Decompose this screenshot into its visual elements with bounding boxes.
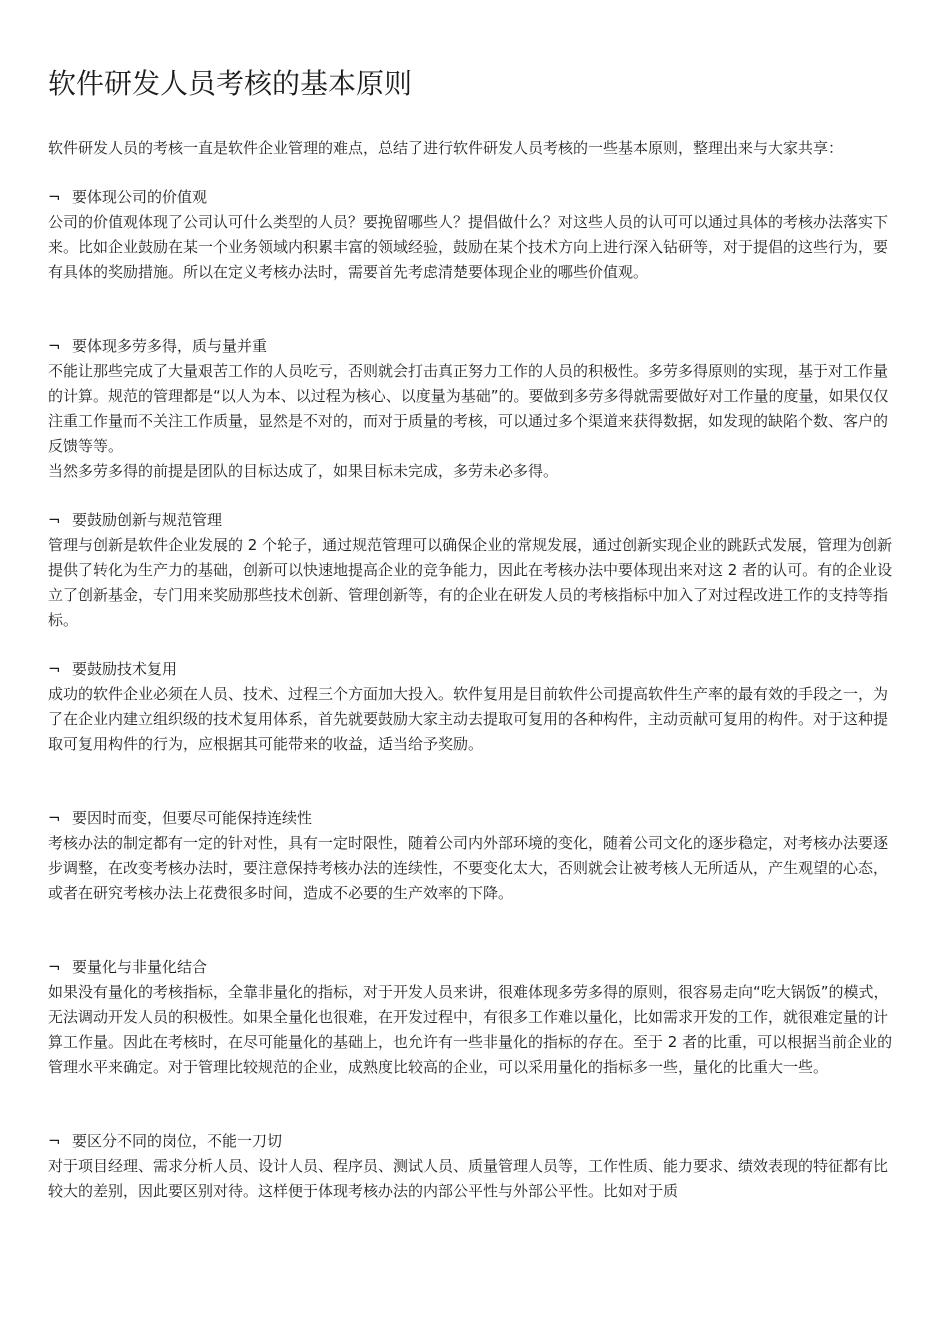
section-heading — [48, 955, 898, 980]
section-more-work — [48, 334, 898, 484]
document-page — [48, 64, 898, 1204]
bullet-mark: ¬ — [48, 958, 61, 976]
section-heading-text: 要体现多劳多得，质与量并重 — [72, 337, 268, 355]
section-values — [48, 185, 898, 285]
section-paragraph: 对于项目经理、需求分析人员、设计人员、程序员、测试人员、质量管理人员等，工作性质、能力要求、绩效表现的特征都有比较大的差别，因此要区别对待。这样便于体现考核办法的内部公平性与外部公平性。比如对于质 — [48, 1157, 889, 1200]
section-heading — [48, 657, 898, 682]
section-heading — [48, 1129, 898, 1154]
section-heading — [48, 334, 898, 359]
section-quantify — [48, 955, 898, 1080]
section-continuity — [48, 806, 898, 906]
section-paragraph: 公司的价值观体现了公司认可什么类型的人员？要挽留哪些人？提倡做什么？对这些人员的认可可以通过具体的考核办法落实下来。比如企业鼓励在某一个业务领域内积累丰富的领域经验，鼓励在某个技术方向上进行深入钻研等，对于提倡的这些行为，要有具体的奖励措施。所以在定义考核办法时，需要首先考虑清楚要体现企业的哪些价值观。 — [48, 213, 889, 281]
section-paragraph: 管理与创新是软件企业发展的 2 个轮子，通过规范管理可以确保企业的常规发展，通过创新实现企业的跳跃式发展，管理为创新提供了转化为生产力的基础，创新可以快速地提高企业的竞争能力，因此在考核办法中要体现出来对这 2 者的认可。有的企业设立了创新基金，专门用来奖励那些技术创新、管理创新等，有的企业在研发人员的考核指标中加入了对过程改进工作的支持等指标。 — [48, 536, 893, 629]
section-heading-text: 要因时而变，但要尽可能保持连续性 — [72, 809, 313, 827]
section-heading-text: 要体现公司的价值观 — [72, 188, 208, 206]
section-paragraph: 成功的软件企业必须在人员、技术、过程三个方面加大投入。软件复用是目前软件公司提高软件生产率的最有效的手段之一，为了在企业内建立组织级的技术复用体系，首先就要鼓励大家主动去提取可复用的各种构件，主动贡献可复用的构件。对于这种提取可复用构件的行为，应根据其可能带来的收益，适当给予奖励。 — [48, 685, 889, 753]
section-heading-text: 要量化与非量化结合 — [72, 958, 208, 976]
bullet-mark: ¬ — [48, 809, 61, 827]
section-paragraph: 当然多劳多得的前提是团队的目标达成了，如果目标未完成，多劳未必多得。 — [48, 462, 559, 480]
page-title: 软件研发人员考核的基本原则 — [48, 67, 413, 100]
section-reuse — [48, 657, 898, 757]
section-positions — [48, 1129, 898, 1204]
section-paragraph: 如果没有量化的考核指标，全靠非量化的指标，对于开发人员来讲，很难体现多劳多得的原则，很容易走向“吃大锅饭”的模式，无法调动开发人员的积极性。如果全量化也很难，在开发过程中，有很多工作难以量化，比如需求开发的工作，就很难定量的计算工作量。因此在考核时，在尽可能量化的基础上，也允许有一些非量化的指标的存在。至于 2 者的比重，可以根据当前企业的管理水平来确定。对于管理比较规范的企业，成熟度比较高的企业，可以采用量化的指标多一些，量化的比重大一些。 — [48, 983, 893, 1076]
section-paragraph: 考核办法的制定都有一定的针对性，具有一定时限性，随着公司内外部环境的变化，随着公司文化的逐步稳定，对考核办法要逐步调整，在改变考核办法时，要注意保持考核办法的连续性，不要变化太大，否则就会让被考核人无所适从，产生观望的心态，或者在研究考核办法上花费很多时间，造成不必要的生产效率的下降。 — [48, 834, 889, 902]
bullet-mark: ¬ — [48, 660, 61, 678]
section-heading-text: 要鼓励创新与规范管理 — [72, 511, 223, 529]
section-heading — [48, 185, 898, 210]
bullet-mark: ¬ — [48, 188, 61, 206]
section-paragraph: 不能让那些完成了大量艰苦工作的人员吃亏，否则就会打击真正努力工作的人员的积极性。多劳多得原则的实现，基于对工作量的计算。规范的管理都是“以人为本、以过程为核心、以度量为基础”的。要做到多劳多得就需要做好对工作量的度量，如果仅仅注重工作量而不关注工作质量，显然是不对的，而对于质量的考核，可以通过多个渠道来获得数据，如发现的缺陷个数、客户的反馈等等。 — [48, 362, 889, 455]
section-heading — [48, 508, 898, 533]
bullet-mark: ¬ — [48, 1132, 61, 1150]
bullet-mark: ¬ — [48, 511, 61, 529]
section-heading-text: 要鼓励技术复用 — [72, 660, 178, 678]
section-innovation — [48, 508, 898, 633]
intro-paragraph: 软件研发人员的考核一直是软件企业管理的难点，总结了进行软件研发人员考核的一些基本原则，整理出来与大家共享： — [48, 139, 844, 157]
section-heading-text: 要区分不同的岗位，不能一刀切 — [72, 1132, 283, 1150]
section-heading — [48, 806, 898, 831]
bullet-mark: ¬ — [48, 337, 61, 355]
